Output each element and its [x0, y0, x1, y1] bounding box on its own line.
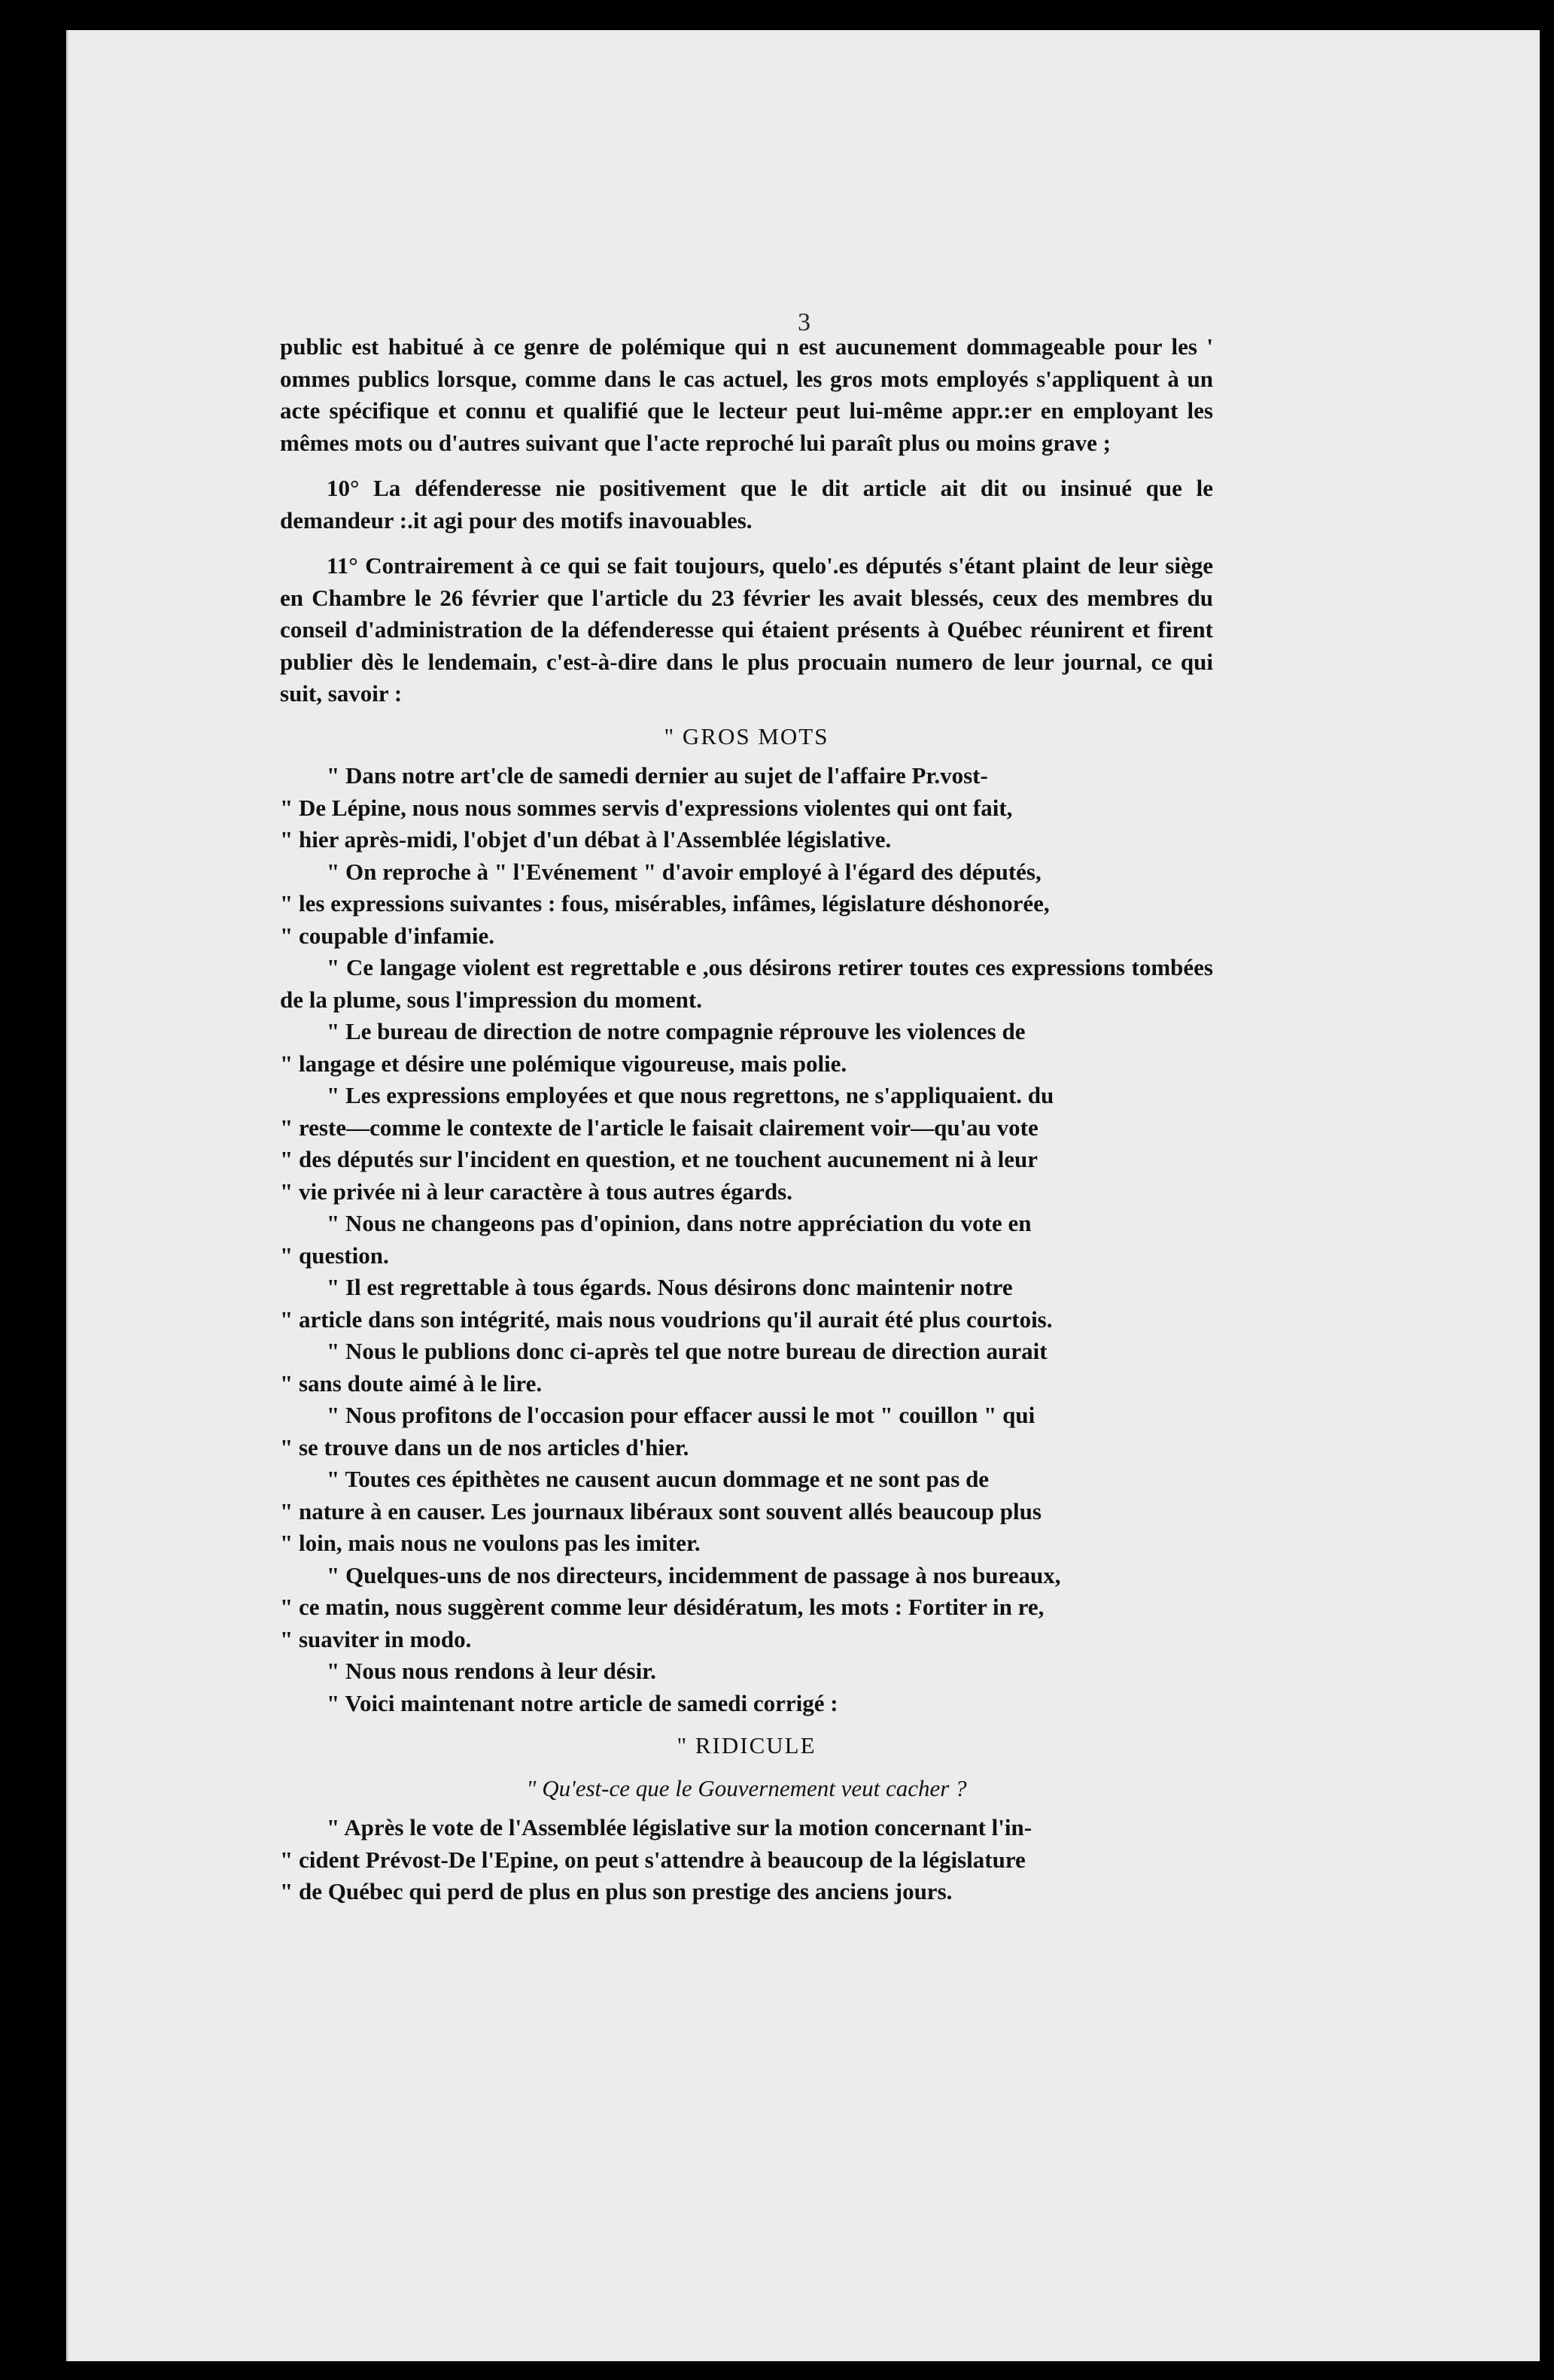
quote-line: " Il est regrettable à tous égards. Nous désirons donc maintenir notre [327, 1274, 1013, 1300]
quote-line: " nature à en causer. Les journaux libéraux sont souvent allés beaucoup plus [280, 1497, 1042, 1524]
heading-gros-mots: " GROS MOTS [664, 722, 829, 749]
quote-line: " Voici maintenant notre article de samedi corrigé : [327, 1689, 838, 1716]
quote-line: " Nous profitons de l'occasion pour effacer aussi le mot " couillon " qui [327, 1402, 1035, 1428]
quote-line: " On reproche à " l'Evénement " d'avoir employé à l'égard des députés, [327, 858, 1042, 885]
quote-line: " suaviter in modo. [280, 1625, 472, 1652]
quote-line: " Les expressions employées et que nous regrettons, ne s'appliquaient. du [327, 1082, 1054, 1108]
quote-line: " langage et désire une polémique vigoureuse, mais polie. [280, 1050, 847, 1077]
quote-line: " Après le vote de l'Assemblée législative sur la motion concernant l'in- [327, 1814, 1032, 1840]
quote-line: " coupable d'infamie. [280, 922, 495, 949]
paragraph-11: 11° Contrairement à ce qui se fait toujours, quelo'.es députés s'étant plaint de leur siège en Chambre le 26 février que l'article du 23 février les avait blessés, ceux des membres du conseil d'administration de la défenderesse qui étaient présents à Québec réunirent et firent publier dès le lendemain, c'est-à-dire dans le plus procuain numero de leur journal, ce qui suit, savoir : [280, 552, 1213, 707]
quote-line: " des députés sur l'incident en question, et ne touchent aucunement ni à leur [280, 1146, 1038, 1172]
quote-line: " question. [280, 1242, 389, 1269]
quote-line: " Le bureau de direction de notre compagnie réprouve les violences de [327, 1018, 1026, 1044]
quote-line: " Toutes ces épithètes ne causent aucun dommage et ne sont pas de [327, 1466, 990, 1492]
quote-line: " ce matin, nous suggèrent comme leur désidératum, les mots : Fortiter in re, [280, 1594, 1045, 1620]
quote-line: " Nous ne changeons pas d'opinion, dans notre appréciation du vote en [327, 1210, 1032, 1236]
quote-line: " Quelques-uns de nos directeurs, incidemment de passage à nos bureaux, [327, 1561, 1061, 1588]
quote-line: " de Québec qui perd de plus en plus son prestige des anciens jours. [280, 1878, 953, 1904]
quote-line: " loin, mais nous ne voulons pas les imiter. [280, 1530, 701, 1556]
quote-line: " les expressions suivantes : fous, misérables, infâmes, législature déshonorée, [280, 890, 1050, 916]
paragraph-10: 10° La défenderesse nie positivement que le dit article ait dit ou insinué que le demandeur :.it agi pour des motifs inavouables. [280, 475, 1213, 533]
quote-line: " Dans notre art'cle de samedi dernier au sujet de l'affaire Pr.vost- [327, 762, 988, 789]
quote-line: " article dans son intégrité, mais nous voudrions qu'il aurait été plus courtois. [280, 1306, 1053, 1333]
quote-line: " hier après-midi, l'objet d'un débat à l'Assemblée législative. [280, 826, 892, 853]
quote-line: " Nous nous rendons à leur désir. [327, 1658, 656, 1684]
paragraph-continuation: public est habitué à ce genre de polémique qui n est aucunement dommageable pour les ' ommes publics lorsque, comme dans le cas actuel, les gros mots employés s'appliquent à un acte spécifique et connu et qualifié que le lecteur peut lui-même appr.:er en employant les mêmes mots ou d'autres suivant que l'acte reproché lui paraît plus ou moins grave ; [280, 333, 1213, 456]
quote-line: " Ce langage violent est regrettable e ,ous désirons retirer toutes ces expressions tombées de la plume, sous l'impression du moment. [280, 954, 1213, 1013]
quote-line: " se trouve dans un de nos articles d'hier. [280, 1433, 689, 1461]
heading-ridicule: " RIDICULE [677, 1732, 817, 1758]
quote-line: " De Lépine, nous nous sommes servis d'expressions violentes qui ont fait, [280, 794, 1013, 821]
document-body [280, 331, 1213, 1908]
page-number: 3 [798, 309, 810, 336]
subheading-ridicule: " Qu'est-ce que le Gouvernement veut cacher ? [526, 1774, 967, 1801]
scan-left-border [0, 0, 66, 2380]
quote-line: " vie privée ni à leur caractère à tous autres égards. [280, 1178, 792, 1205]
quote-line: " cident Prévost-De l'Epine, on peut s'attendre à beaucoup de la législature [280, 1846, 1026, 1873]
quote-line: " Nous le publions donc ci-après tel que notre bureau de direction aurait [327, 1338, 1048, 1364]
quote-line: " reste—comme le contexte de l'article le faisait clairement voir—qu'au vote [280, 1114, 1039, 1141]
quote-line: " sans doute aimé à le lire. [280, 1369, 543, 1397]
